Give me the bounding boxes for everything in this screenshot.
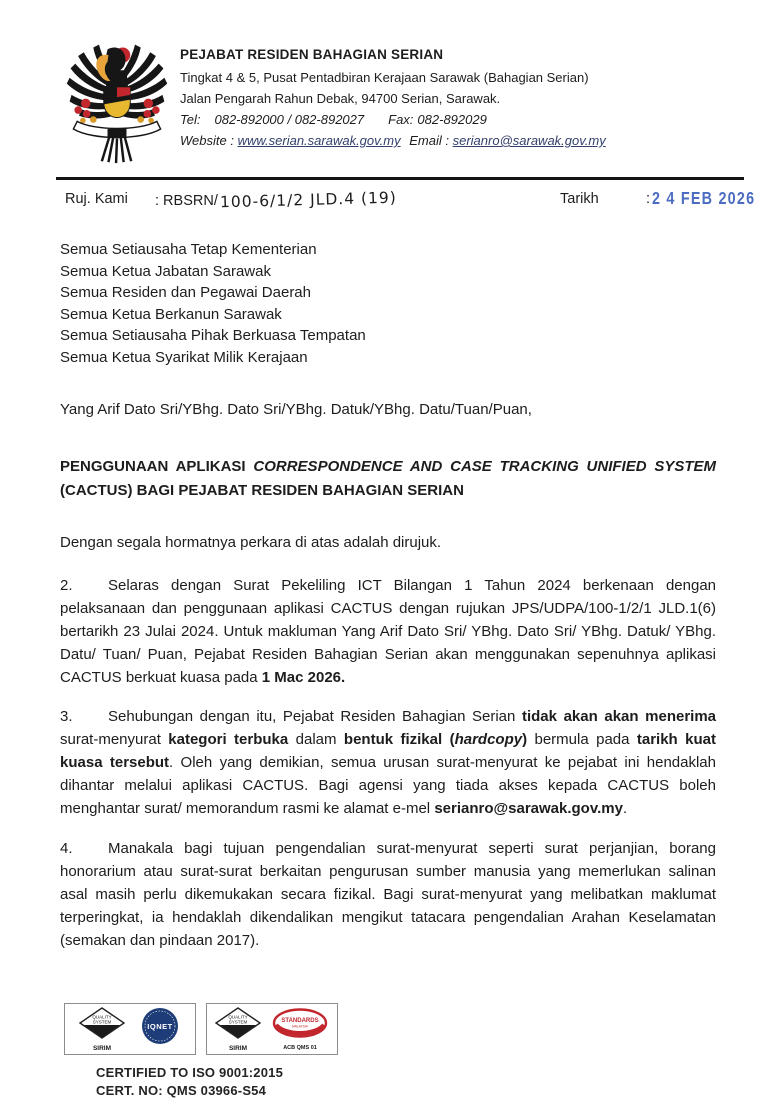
ref-label: Ruj. Kami xyxy=(65,191,128,207)
recipient-line: Semua Setiausaha Pihak Berkuasa Tempatan xyxy=(60,327,366,344)
address-line-2: Jalan Pengarah Rahun Debak, 94700 Serian, Sarawak. xyxy=(180,91,501,106)
sirim-label: SIRIM xyxy=(92,1045,111,1052)
date-stamp: 2 4 FEB 2026 xyxy=(652,188,756,208)
sirim-system-text: SYSTEM xyxy=(92,1019,111,1025)
paragraph-2: 2. Selaras dengan Surat Pekeliling ICT Bilangan 1 Tahun 2024 berkenaan dengan pelaksanaan dan penggunaan aplikasi CACTUS dengan rujukan JPS/UDPA/100-1/2/1 JLD.1(6) bertarikh 23 Julai 2024. Untuk makluman Yang Arif Dato Sri/ YBhg. Dato Sri/ YBhg. Datuk/ YBhg. Datu/ Tuan/ Puan, Pejabat Residen Bahagian Serian akan menggunakan sepenuhnya aplikasi CACTUS berkuat kuasa pada 1 Mac 2026. xyxy=(60,577,716,686)
website-link[interactable]: www.serian.sarawak.gov.my xyxy=(237,133,401,148)
sirim-quality-text: QUALITY xyxy=(92,1014,112,1020)
certification-badges xyxy=(64,1003,338,1055)
email-link[interactable]: serianro@sarawak.gov.my xyxy=(452,133,606,148)
recipient-line: Semua Ketua Syarikat Milik Kerajaan xyxy=(60,348,308,366)
sirim-label: SIRIM xyxy=(229,1045,248,1052)
sirim-iqnet-badge xyxy=(64,1003,196,1055)
salutation: Yang Arif Dato Sri/YBhg. Dato Sri/YBhg. Datuk/YBhg. Datu/Tuan/Puan, xyxy=(60,401,532,418)
letterhead-divider xyxy=(56,177,744,180)
tel-label: Tel: xyxy=(180,112,201,127)
cert-line-2: CERT. NO: QMS 03966-S54 xyxy=(96,1082,267,1098)
date-label: Tarikh xyxy=(560,191,599,207)
fax-value: 082-892029 xyxy=(417,112,487,127)
web-email-line xyxy=(180,130,606,151)
sirim-standards-badge xyxy=(206,1003,338,1055)
recipient-line: Semua Ketua Jabatan Sarawak xyxy=(60,262,271,280)
acb-qms-label: ACB QMS 01 xyxy=(282,1045,317,1051)
recipient-line: Semua Setiausaha Tetap Kementerian xyxy=(60,241,317,258)
sirim-system-text: SYSTEM xyxy=(229,1019,248,1025)
sirim-diamond-icon xyxy=(214,1006,262,1052)
paragraph-4: 4. Manakala bagi tujuan pengendalian surat-menyurat seperti surat perjanjian, borang honorarium atau surat-surat berkaitan pengurusan sumber manusia yang memerlukan salinan asal masih perlu dikemukakan secara fizikal. Bagi surat-menyurat yang melibatkan maklumat terperingkat, ia hendaklah dikendalikan mengikut tatacara pengendalian Arahan Keselamatan (semakan dan pindaan 2017). xyxy=(60,840,716,949)
standards-label: STANDARDS xyxy=(281,1018,319,1024)
standards-sub-label: MALAYSIA xyxy=(291,1024,308,1029)
reference-row xyxy=(60,188,756,215)
recipient-line: Semua Ketua Berkanun Sarawak xyxy=(60,305,282,323)
paragraph-3: 3. Sehubungan dengan itu, Pejabat Residen Bahagian Serian tidak akan akan menerima surat-menyurat kategori terbuka dalam bentuk fizikal (hardcopy) bermula pada tarikh kuat kuasa tersebut. Oleh yang demikian, semua urusan surat-menyurat ke pejabat ini hendaklah dihantar melalui aplikasi CACTUS. Bagi agensi yang tiada akses kepada CACTUS boleh menghantar surat/ memorandum rasmi ke alamat e-mel serianro@sarawak.gov.my. xyxy=(60,708,717,817)
certification-text xyxy=(96,1064,338,1099)
ref-printed: : RBSRN/ xyxy=(155,193,218,209)
recipient-line: Semua Residen dan Pegawai Daerah xyxy=(60,284,311,301)
sarawak-crest-icon xyxy=(60,38,174,170)
recipient-list xyxy=(60,239,716,368)
fax-label: Fax: xyxy=(388,112,414,127)
sirim-diamond-icon xyxy=(78,1006,126,1052)
ref-number xyxy=(155,188,397,212)
org-name: PEJABAT RESIDEN BAHAGIAN SERIAN xyxy=(180,47,444,62)
certification-footer xyxy=(64,1003,338,1099)
address-line-1: Tingkat 4 & 5, Pusat Pentadbiran Kerajaan Sarawak (Bahagian Serian) xyxy=(180,70,589,85)
subject-heading: PENGGUNAAN APLIKASI CORRESPONDENCE AND CASE TRACKING UNIFIED SYSTEM (CACTUS) BAGI PEJABAT RESIDEN BAHAGIAN SERIAN xyxy=(60,458,717,499)
iqnet-circle-icon xyxy=(138,1006,182,1052)
sirim-quality-text: QUALITY xyxy=(228,1014,248,1020)
date-colon: : xyxy=(646,191,651,207)
paragraph-1: Dengan segala hormatnya perkara di atas adalah dirujuk. xyxy=(60,534,442,551)
tel-value: 082-892000 / 082-892027 xyxy=(214,112,365,127)
iqnet-label: IQNET xyxy=(147,1022,174,1031)
website-label: Website : xyxy=(180,133,234,148)
phone-fax-line xyxy=(180,109,606,130)
letterhead-text xyxy=(180,38,606,151)
ref-handwritten: 100-6/1/2 JLD.4 (19) xyxy=(219,188,397,212)
letterhead xyxy=(60,38,716,170)
standards-malaysia-oval-icon xyxy=(270,1006,330,1052)
cert-line-1: CERTIFIED TO ISO 9001:2015 xyxy=(96,1065,284,1080)
email-label: Email : xyxy=(409,133,449,148)
